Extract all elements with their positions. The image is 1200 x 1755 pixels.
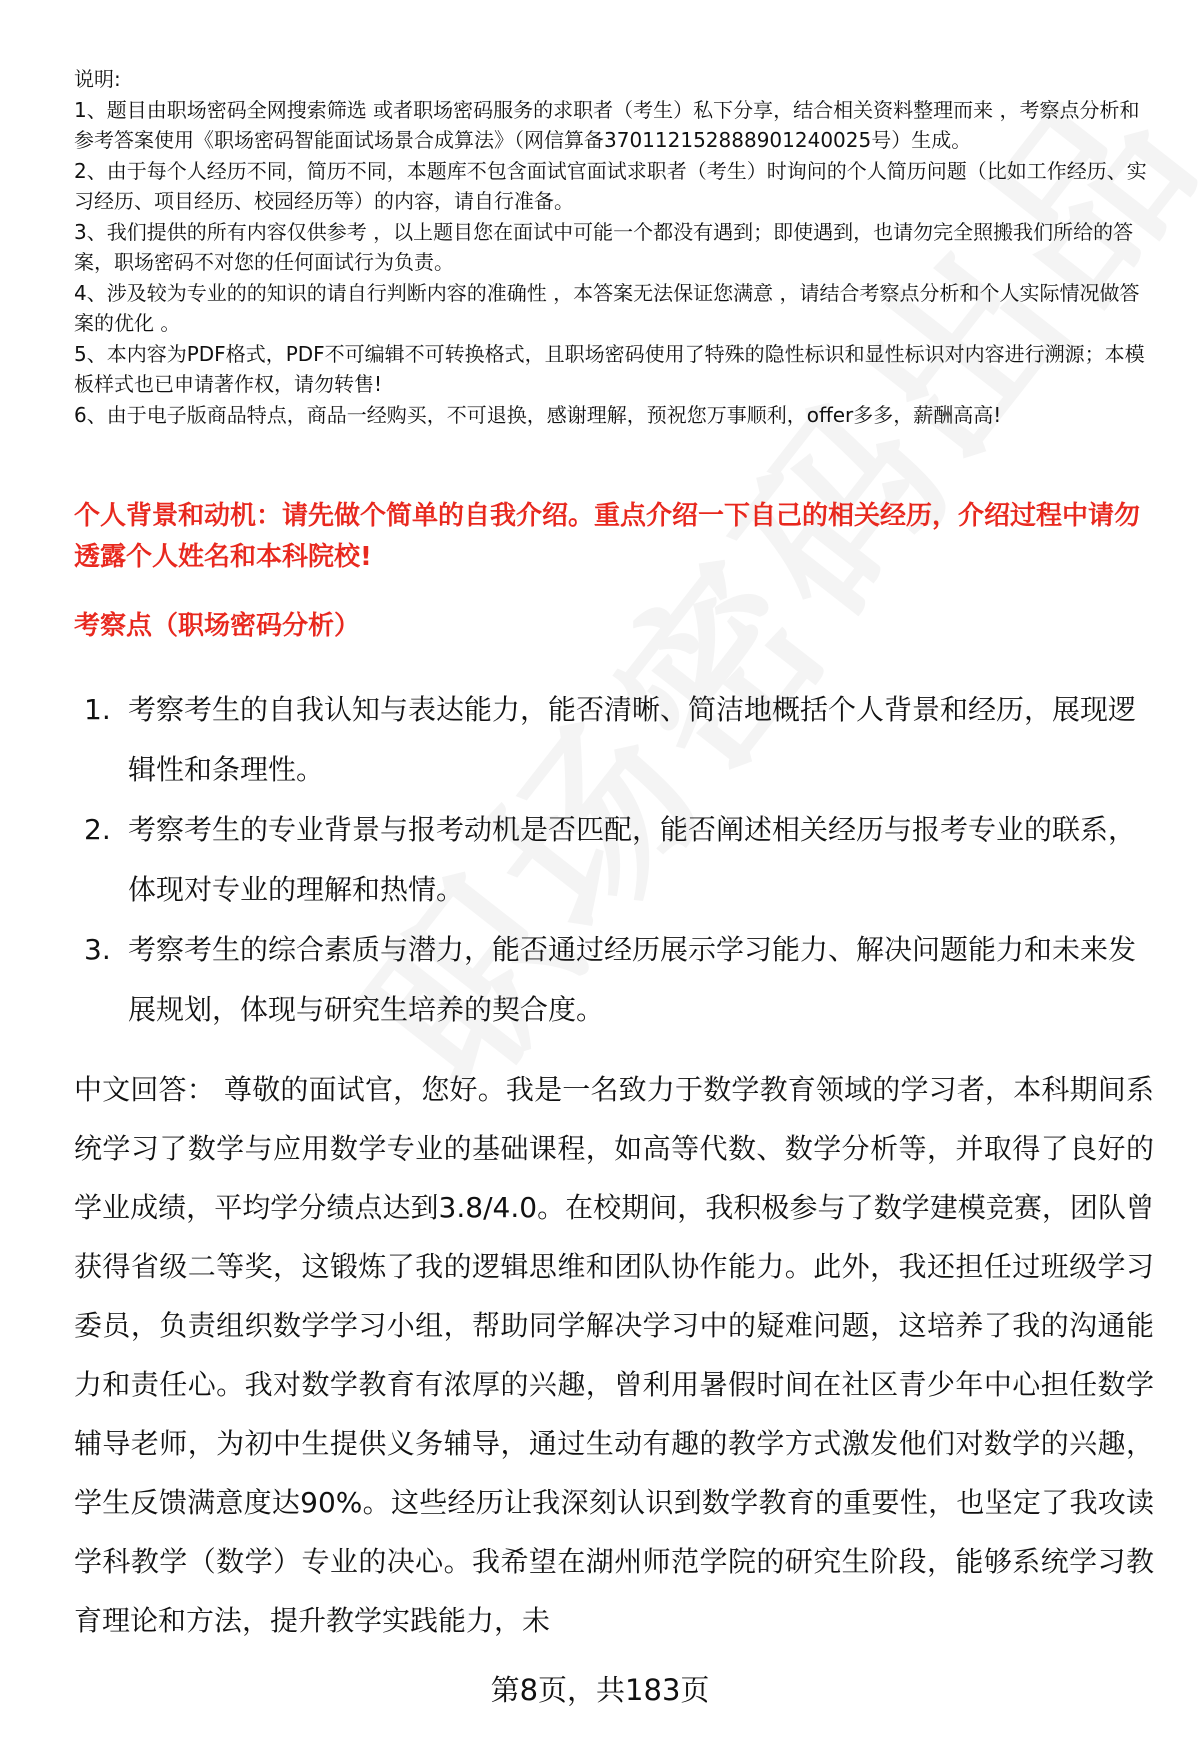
answer-paragraph <box>74 1060 1154 1650</box>
note-item-3: 3、我们提供的所有内容仅供参考 ，以上题目您在面试中可能一个都没有遇到；即使遇到，也请勿完全照搬我们所给的答案，职场密码不对您的任何面试行为负责。 <box>74 219 1134 274</box>
analysis-point <box>74 680 1154 800</box>
answer-text: 尊敬的面试官，您好。我是一名致力于数学教育领域的学习者，本科期间系统学习了数学与应用数学专业的基础课程，如高等代数、数学分析等，并取得了良好的学业成绩，平均学分绩点达到3.8/4.0。在校期间，我积极参与了数学建模竞赛，团队曾获得省级二等奖，这锻炼了我的逻辑思维和团队协作能力。此外，我还担任过班级学习委员，负责组织数学学习小组，帮助同学解决学习中的疑难问题，这培养了我的沟通能力和责任心。我对数学教育有浓厚的兴趣，曾利用暑假时间在社区青少年中心担任数学辅导老师，为初中生提供义务辅导，通过生动有趣的教学方式激发他们对数学的兴趣，学生反馈满意度达90%。这些经历让我深刻认识到数学教育的重要性，也坚定了我攻读学科教学（数学）专业的决心。我希望在湖州师范学院的研究生阶段，能够系统学习教育理论和方法，提升教学实践能力，未 <box>74 1073 1154 1637</box>
note-item-4: 4、涉及较为专业的的知识的请自行判断内容的准确性 ，本答案无法保证您满意 ，请结合考察点分析和个人实际情况做答案的优化 。 <box>74 280 1140 335</box>
notes-section <box>74 64 1154 430</box>
analysis-point-text: 考察考生的自我认知与表达能力，能否清晰、简洁地概括个人背景和经历，展现逻辑性和条理性。 <box>128 693 1137 786</box>
notes-title: 说明: <box>74 67 121 91</box>
note-item-2: 2、由于每个人经历不同，简历不同，本题库不包含面试官面试求职者（考生）时询问的个人简历问题（比如工作经历、实习经历、项目经历、校园经历等）的内容，请自行准备。 <box>74 158 1147 213</box>
note-item-1: 1、题目由职场密码全网搜索筛选 或者职场密码服务的求职者（考生）私下分享，结合相关资料整理而来 ，考察点分析和参考答案使用《职场密码智能面试场景合成算法》（网信算备370112152888901240025号）生成。 <box>74 97 1140 152</box>
analysis-point-text: 考察考生的专业背景与报考动机是否匹配，能否阐述相关经历与报考专业的联系，体现对专业的理解和热情。 <box>128 813 1137 906</box>
analysis-point-number: 1. <box>84 693 111 726</box>
note-item-5: 5、本内容为PDF格式，PDF不可编辑不可转换格式，且职场密码使用了特殊的隐性标识和显性标识对内容进行溯源；本模板样式也已申请著作权，请勿转售! <box>74 341 1145 396</box>
note-item-6: 6、由于电子版商品特点，商品一经购买，不可退换，感谢理解，预祝您万事顺利，offer多多，薪酬高高! <box>74 402 1002 427</box>
question-heading: 个人背景和动机：请先做个简单的自我介绍。重点介绍一下自己的相关经历，介绍过程中请勿透露个人姓名和本科院校! <box>74 501 1141 572</box>
analysis-point-text: 考察考生的综合素质与潜力，能否通过经历展示学习能力、解决问题能力和未来发展规划，体现与研究生培养的契合度。 <box>128 933 1137 1026</box>
analysis-point <box>74 800 1154 920</box>
analysis-point-number: 2. <box>84 813 111 846</box>
analysis-heading: 考察点（职场密码分析） <box>74 611 361 641</box>
answer-label: 中文回答： <box>74 1073 215 1106</box>
page-footer: 第8页，共183页 <box>490 1673 710 1707</box>
analysis-points-list <box>74 680 1154 1040</box>
analysis-point <box>74 920 1154 1040</box>
analysis-point-number: 3. <box>84 933 111 966</box>
